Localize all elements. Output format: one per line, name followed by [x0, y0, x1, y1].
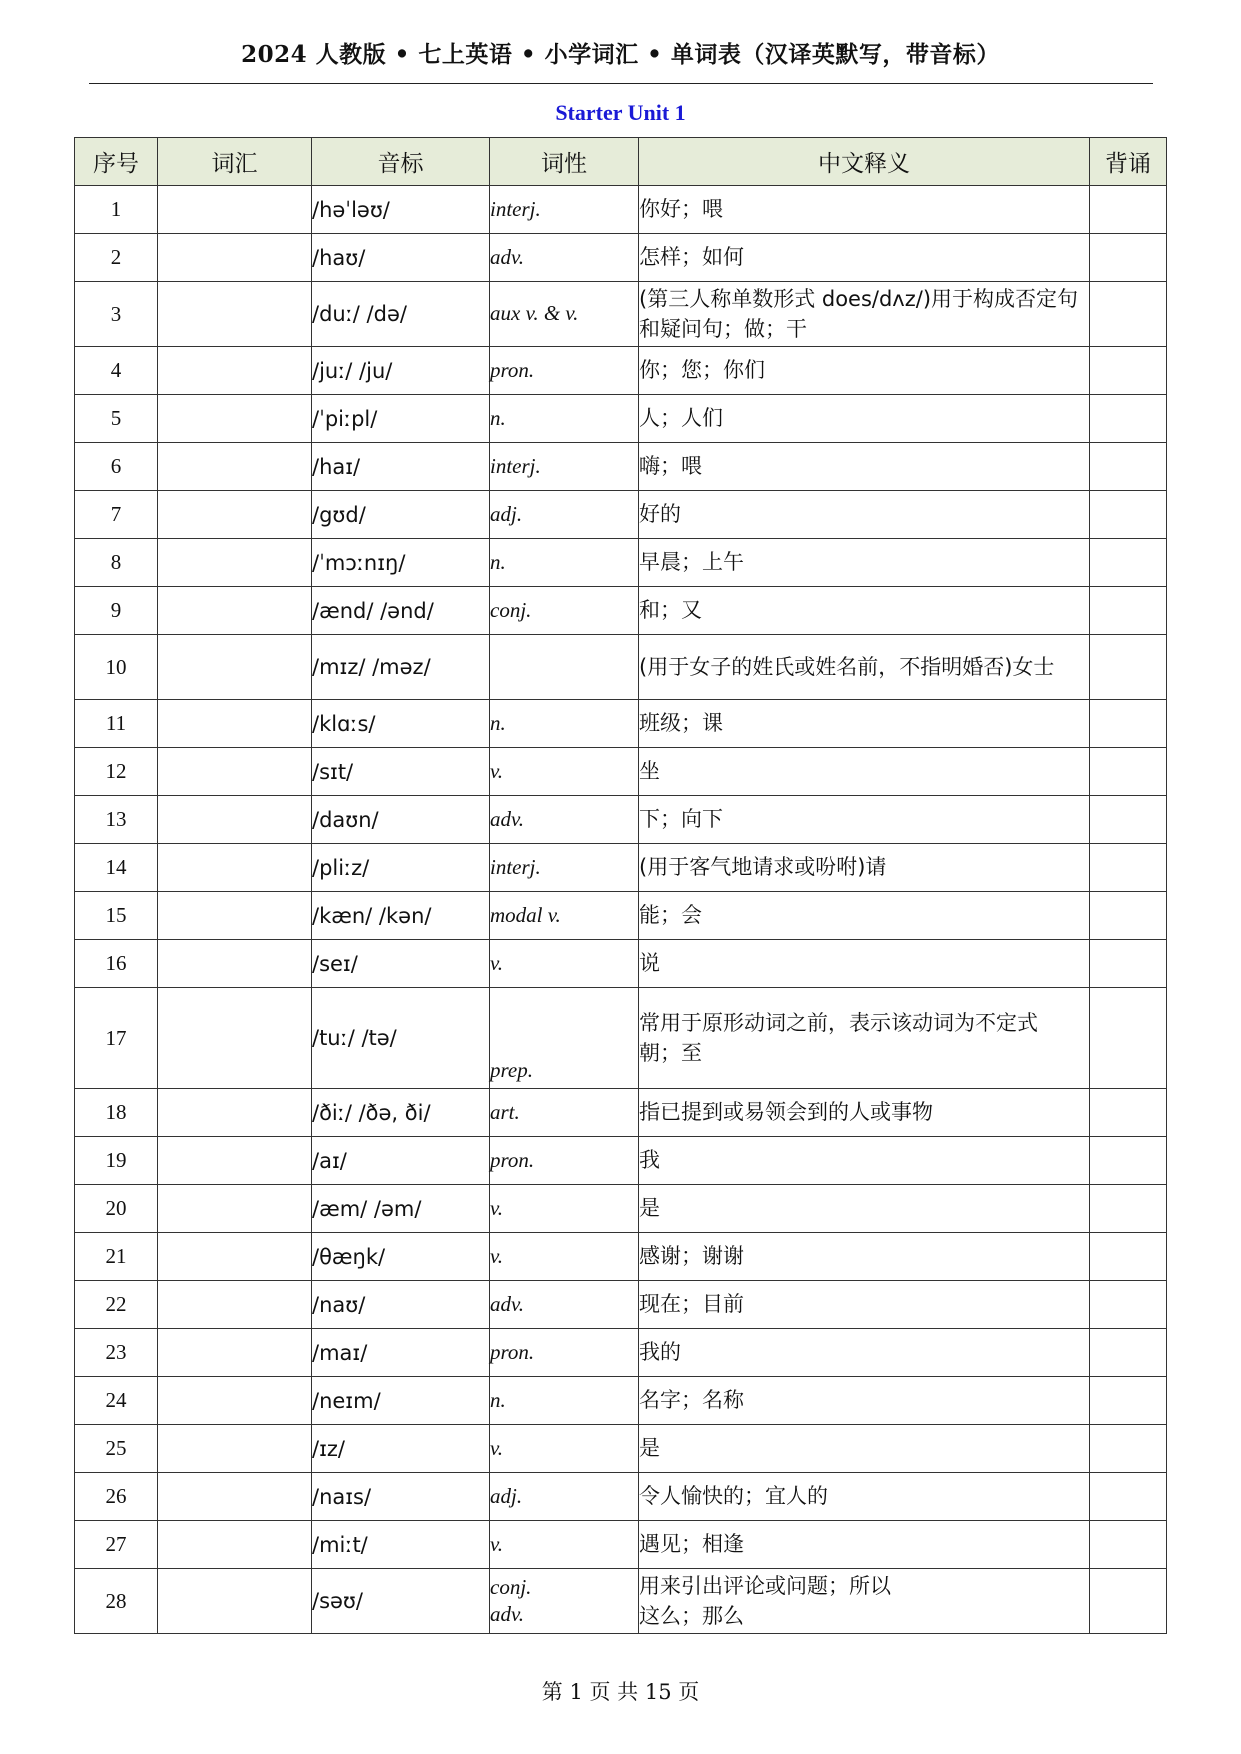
word-answer-cell[interactable]	[158, 1185, 312, 1233]
word-answer-cell[interactable]	[158, 443, 312, 491]
part-of-speech-cell: pron.	[490, 1137, 639, 1185]
meaning-cell: (用于客气地请求或吩咐)请	[639, 844, 1090, 892]
table-row	[75, 1521, 1167, 1569]
table-row	[75, 1569, 1167, 1634]
row-number: 14	[75, 844, 158, 892]
table-row	[75, 1425, 1167, 1473]
part-of-speech-cell: v.	[490, 1185, 639, 1233]
row-number: 9	[75, 587, 158, 635]
phonetic-cell: /həˈləʊ/	[312, 186, 490, 234]
phonetic-cell: /naɪs/	[312, 1473, 490, 1521]
part-of-speech-cell	[490, 1569, 639, 1634]
word-answer-cell[interactable]	[158, 1521, 312, 1569]
part-of-speech-cell: adj.	[490, 1473, 639, 1521]
row-number: 1	[75, 186, 158, 234]
part-of-speech-cell: v.	[490, 748, 639, 796]
table-row	[75, 587, 1167, 635]
word-answer-cell[interactable]	[158, 1281, 312, 1329]
meaning-cell: 你；您；你们	[639, 347, 1090, 395]
page-footer: 第 1 页 共 15 页	[541, 1680, 700, 1704]
recite-check-cell[interactable]	[1090, 587, 1167, 635]
table-row	[75, 1281, 1167, 1329]
row-number: 5	[75, 395, 158, 443]
recite-check-cell[interactable]	[1090, 491, 1167, 539]
row-number: 6	[75, 443, 158, 491]
recite-check-cell[interactable]	[1090, 700, 1167, 748]
table-row	[75, 748, 1167, 796]
phonetic-cell: /haʊ/	[312, 234, 490, 282]
part-of-speech-cell: v.	[490, 940, 639, 988]
table-row	[75, 796, 1167, 844]
part-of-speech-cell: modal v.	[490, 892, 639, 940]
meaning-line: 用来引出评论或问题；所以	[639, 1573, 891, 1598]
phonetic-cell: /klɑːs/	[312, 700, 490, 748]
word-answer-cell[interactable]	[158, 796, 312, 844]
meaning-cell: 是	[639, 1425, 1090, 1473]
part-of-speech-cell: n.	[490, 1377, 639, 1425]
row-number: 18	[75, 1089, 158, 1137]
unit-title: Starter Unit 1	[555, 100, 686, 125]
word-answer-cell[interactable]	[158, 282, 312, 347]
part-of-speech-cell: adv.	[490, 1281, 639, 1329]
table-row	[75, 395, 1167, 443]
meaning-cell: 你好；喂	[639, 186, 1090, 234]
row-number: 8	[75, 539, 158, 587]
word-answer-cell[interactable]	[158, 1089, 312, 1137]
phonetic-cell: /naʊ/	[312, 1281, 490, 1329]
column-header-part-of-speech: 词性	[490, 138, 639, 186]
part-of-speech-cell: interj.	[490, 186, 639, 234]
word-answer-cell[interactable]	[158, 186, 312, 234]
row-number: 4	[75, 347, 158, 395]
part-of-speech-cell: pron.	[490, 1329, 639, 1377]
table-row	[75, 700, 1167, 748]
recite-check-cell[interactable]	[1090, 443, 1167, 491]
meaning-cell: 指已提到或易领会到的人或事物	[639, 1089, 1090, 1137]
word-answer-cell[interactable]	[158, 700, 312, 748]
recite-check-cell[interactable]	[1090, 1425, 1167, 1473]
table-row	[75, 1233, 1167, 1281]
phonetic-cell: /haɪ/	[312, 443, 490, 491]
phonetic-cell: /mɪz/ /məz/	[312, 635, 490, 700]
word-answer-cell[interactable]	[158, 1425, 312, 1473]
part-of-speech-cell: conj.	[490, 587, 639, 635]
column-header-number: 序号	[75, 138, 158, 186]
meaning-line: 常用于原形动词之前，表示该动词为不定式	[639, 1010, 1038, 1035]
row-number: 22	[75, 1281, 158, 1329]
part-of-speech-cell: prep.	[490, 988, 639, 1089]
word-answer-cell[interactable]	[158, 491, 312, 539]
meaning-cell: 我的	[639, 1329, 1090, 1377]
table-row	[75, 988, 1167, 1089]
word-answer-cell[interactable]	[158, 1569, 312, 1634]
phonetic-cell: /pliːz/	[312, 844, 490, 892]
recite-check-cell[interactable]	[1090, 1569, 1167, 1634]
meaning-cell: 名字；名称	[639, 1377, 1090, 1425]
meaning-cell: 感谢；谢谢	[639, 1233, 1090, 1281]
part-of-speech-cell: adv.	[490, 234, 639, 282]
phonetic-cell: /miːt/	[312, 1521, 490, 1569]
word-answer-cell[interactable]	[158, 1233, 312, 1281]
recite-check-cell[interactable]	[1090, 940, 1167, 988]
row-number: 17	[75, 988, 158, 1089]
meaning-cell: 早晨；上午	[639, 539, 1090, 587]
recite-check-cell[interactable]	[1090, 796, 1167, 844]
meaning-cell: 怎样；如何	[639, 234, 1090, 282]
column-header-meaning: 中文释义	[639, 138, 1090, 186]
phonetic-cell: /ˈpiːpl/	[312, 395, 490, 443]
part-of-speech-cell: interj.	[490, 844, 639, 892]
row-number: 11	[75, 700, 158, 748]
row-number: 10	[75, 635, 158, 700]
table-row	[75, 844, 1167, 892]
recite-check-cell[interactable]	[1090, 1377, 1167, 1425]
part-of-speech-cell: interj.	[490, 443, 639, 491]
part-of-speech-cell	[490, 635, 639, 700]
row-number: 24	[75, 1377, 158, 1425]
table-row	[75, 491, 1167, 539]
word-answer-cell[interactable]	[158, 395, 312, 443]
recite-check-cell[interactable]	[1090, 395, 1167, 443]
table-row	[75, 234, 1167, 282]
row-number: 20	[75, 1185, 158, 1233]
part-of-speech-cell: art.	[490, 1089, 639, 1137]
row-number: 27	[75, 1521, 158, 1569]
row-number: 13	[75, 796, 158, 844]
phonetic-cell: /ˈmɔːnɪŋ/	[312, 539, 490, 587]
phonetic-cell: /θæŋk/	[312, 1233, 490, 1281]
row-number: 2	[75, 234, 158, 282]
table-row	[75, 940, 1167, 988]
part-of-speech-cell: v.	[490, 1425, 639, 1473]
word-answer-cell[interactable]	[158, 539, 312, 587]
meaning-cell: 是	[639, 1185, 1090, 1233]
part-of-speech-cell: pron.	[490, 347, 639, 395]
meaning-cell: 能；会	[639, 892, 1090, 940]
column-header-recite: 背诵	[1090, 138, 1167, 186]
part-of-speech-line: adv.	[490, 1602, 525, 1626]
part-of-speech-cell: v.	[490, 1233, 639, 1281]
row-number: 16	[75, 940, 158, 988]
table-row	[75, 1089, 1167, 1137]
table-row	[75, 1137, 1167, 1185]
meaning-cell: (用于女子的姓氏或姓名前，不指明婚否)女士	[639, 635, 1090, 700]
recite-check-cell[interactable]	[1090, 1137, 1167, 1185]
recite-check-cell[interactable]	[1090, 1233, 1167, 1281]
meaning-cell: 下；向下	[639, 796, 1090, 844]
header-divider	[89, 83, 1153, 84]
phonetic-cell: /ɪz/	[312, 1425, 490, 1473]
meaning-cell: 我	[639, 1137, 1090, 1185]
row-number: 25	[75, 1425, 158, 1473]
recite-check-cell[interactable]	[1090, 282, 1167, 347]
vocabulary-table	[74, 137, 1167, 1634]
word-answer-cell[interactable]	[158, 1137, 312, 1185]
phonetic-cell: /seɪ/	[312, 940, 490, 988]
recite-check-cell[interactable]	[1090, 347, 1167, 395]
column-header-phonetic: 音标	[312, 138, 490, 186]
word-answer-cell[interactable]	[158, 347, 312, 395]
word-answer-cell[interactable]	[158, 844, 312, 892]
recite-check-cell[interactable]	[1090, 892, 1167, 940]
recite-check-cell[interactable]	[1090, 1521, 1167, 1569]
meaning-cell: 遇见；相逢	[639, 1521, 1090, 1569]
phonetic-cell: /juː/ /ju/	[312, 347, 490, 395]
meaning-cell: 坐	[639, 748, 1090, 796]
table-row	[75, 1329, 1167, 1377]
part-of-speech-cell: n.	[490, 700, 639, 748]
table-row	[75, 892, 1167, 940]
table-header-row	[75, 138, 1167, 186]
phonetic-cell: /gʊd/	[312, 491, 490, 539]
phonetic-cell: /səʊ/	[312, 1569, 490, 1634]
column-header-word: 词汇	[158, 138, 312, 186]
meaning-cell: 和；又	[639, 587, 1090, 635]
row-number: 19	[75, 1137, 158, 1185]
word-answer-cell[interactable]	[158, 1329, 312, 1377]
phonetic-cell: /aɪ/	[312, 1137, 490, 1185]
part-of-speech-cell: adv.	[490, 796, 639, 844]
table-row	[75, 347, 1167, 395]
recite-check-cell[interactable]	[1090, 186, 1167, 234]
meaning-cell: 说	[639, 940, 1090, 988]
table-row	[75, 443, 1167, 491]
table-row	[75, 1473, 1167, 1521]
row-number: 3	[75, 282, 158, 347]
table-row	[75, 1377, 1167, 1425]
part-of-speech-line: conj.	[490, 1574, 532, 1599]
part-of-speech-cell: aux v. & v.	[490, 282, 639, 347]
phonetic-cell: /maɪ/	[312, 1329, 490, 1377]
part-of-speech-cell: v.	[490, 1521, 639, 1569]
part-of-speech-cell: n.	[490, 539, 639, 587]
word-answer-cell[interactable]	[158, 587, 312, 635]
row-number: 7	[75, 491, 158, 539]
recite-check-cell[interactable]	[1090, 1473, 1167, 1521]
phonetic-cell: /tuː/ /tə/	[312, 988, 490, 1089]
document-header: 2024 人教版 • 七上英语 • 小学词汇 • 单词表（汉译英默写，带音标）	[241, 41, 1000, 68]
word-answer-cell[interactable]	[158, 1473, 312, 1521]
meaning-cell: 现在；目前	[639, 1281, 1090, 1329]
word-answer-cell[interactable]	[158, 892, 312, 940]
word-answer-cell[interactable]	[158, 988, 312, 1089]
meaning-cell: 班级；课	[639, 700, 1090, 748]
recite-check-cell[interactable]	[1090, 1329, 1167, 1377]
word-answer-cell[interactable]	[158, 748, 312, 796]
recite-check-cell[interactable]	[1090, 748, 1167, 796]
meaning-line: 朝；至	[639, 1041, 702, 1065]
row-number: 21	[75, 1233, 158, 1281]
table-row	[75, 186, 1167, 234]
row-number: 26	[75, 1473, 158, 1521]
recite-check-cell[interactable]	[1090, 988, 1167, 1089]
row-number: 28	[75, 1569, 158, 1634]
word-answer-cell[interactable]	[158, 234, 312, 282]
meaning-cell: 好的	[639, 491, 1090, 539]
table-row	[75, 635, 1167, 700]
word-answer-cell[interactable]	[158, 635, 312, 700]
part-of-speech-cell: adj.	[490, 491, 639, 539]
row-number: 12	[75, 748, 158, 796]
meaning-cell: 人；人们	[639, 395, 1090, 443]
recite-check-cell[interactable]	[1090, 1185, 1167, 1233]
phonetic-cell: /ænd/ /ənd/	[312, 587, 490, 635]
meaning-cell	[639, 1569, 1090, 1634]
recite-check-cell[interactable]	[1090, 635, 1167, 700]
recite-check-cell[interactable]	[1090, 539, 1167, 587]
phonetic-cell: /sɪt/	[312, 748, 490, 796]
row-number: 15	[75, 892, 158, 940]
table-row	[75, 1185, 1167, 1233]
recite-check-cell[interactable]	[1090, 1281, 1167, 1329]
phonetic-cell: /ðiː/ /ðə, ði/	[312, 1089, 490, 1137]
meaning-cell: 嗨；喂	[639, 443, 1090, 491]
meaning-cell: 令人愉快的；宜人的	[639, 1473, 1090, 1521]
meaning-line: 这么；那么	[639, 1604, 744, 1628]
row-number: 23	[75, 1329, 158, 1377]
phonetic-cell: /neɪm/	[312, 1377, 490, 1425]
phonetic-cell: /duː/ /də/	[312, 282, 490, 347]
meaning-cell	[639, 988, 1090, 1089]
recite-check-cell[interactable]	[1090, 234, 1167, 282]
recite-check-cell[interactable]	[1090, 1089, 1167, 1137]
recite-check-cell[interactable]	[1090, 844, 1167, 892]
table-row	[75, 282, 1167, 347]
phonetic-cell: /æm/ /əm/	[312, 1185, 490, 1233]
part-of-speech-cell: n.	[490, 395, 639, 443]
phonetic-cell: /kæn/ /kən/	[312, 892, 490, 940]
meaning-cell: (第三人称单数形式 does/dʌz/)用于构成否定句和疑问句；做；干	[639, 282, 1090, 347]
table-row	[75, 539, 1167, 587]
word-answer-cell[interactable]	[158, 1377, 312, 1425]
word-answer-cell[interactable]	[158, 940, 312, 988]
phonetic-cell: /daʊn/	[312, 796, 490, 844]
